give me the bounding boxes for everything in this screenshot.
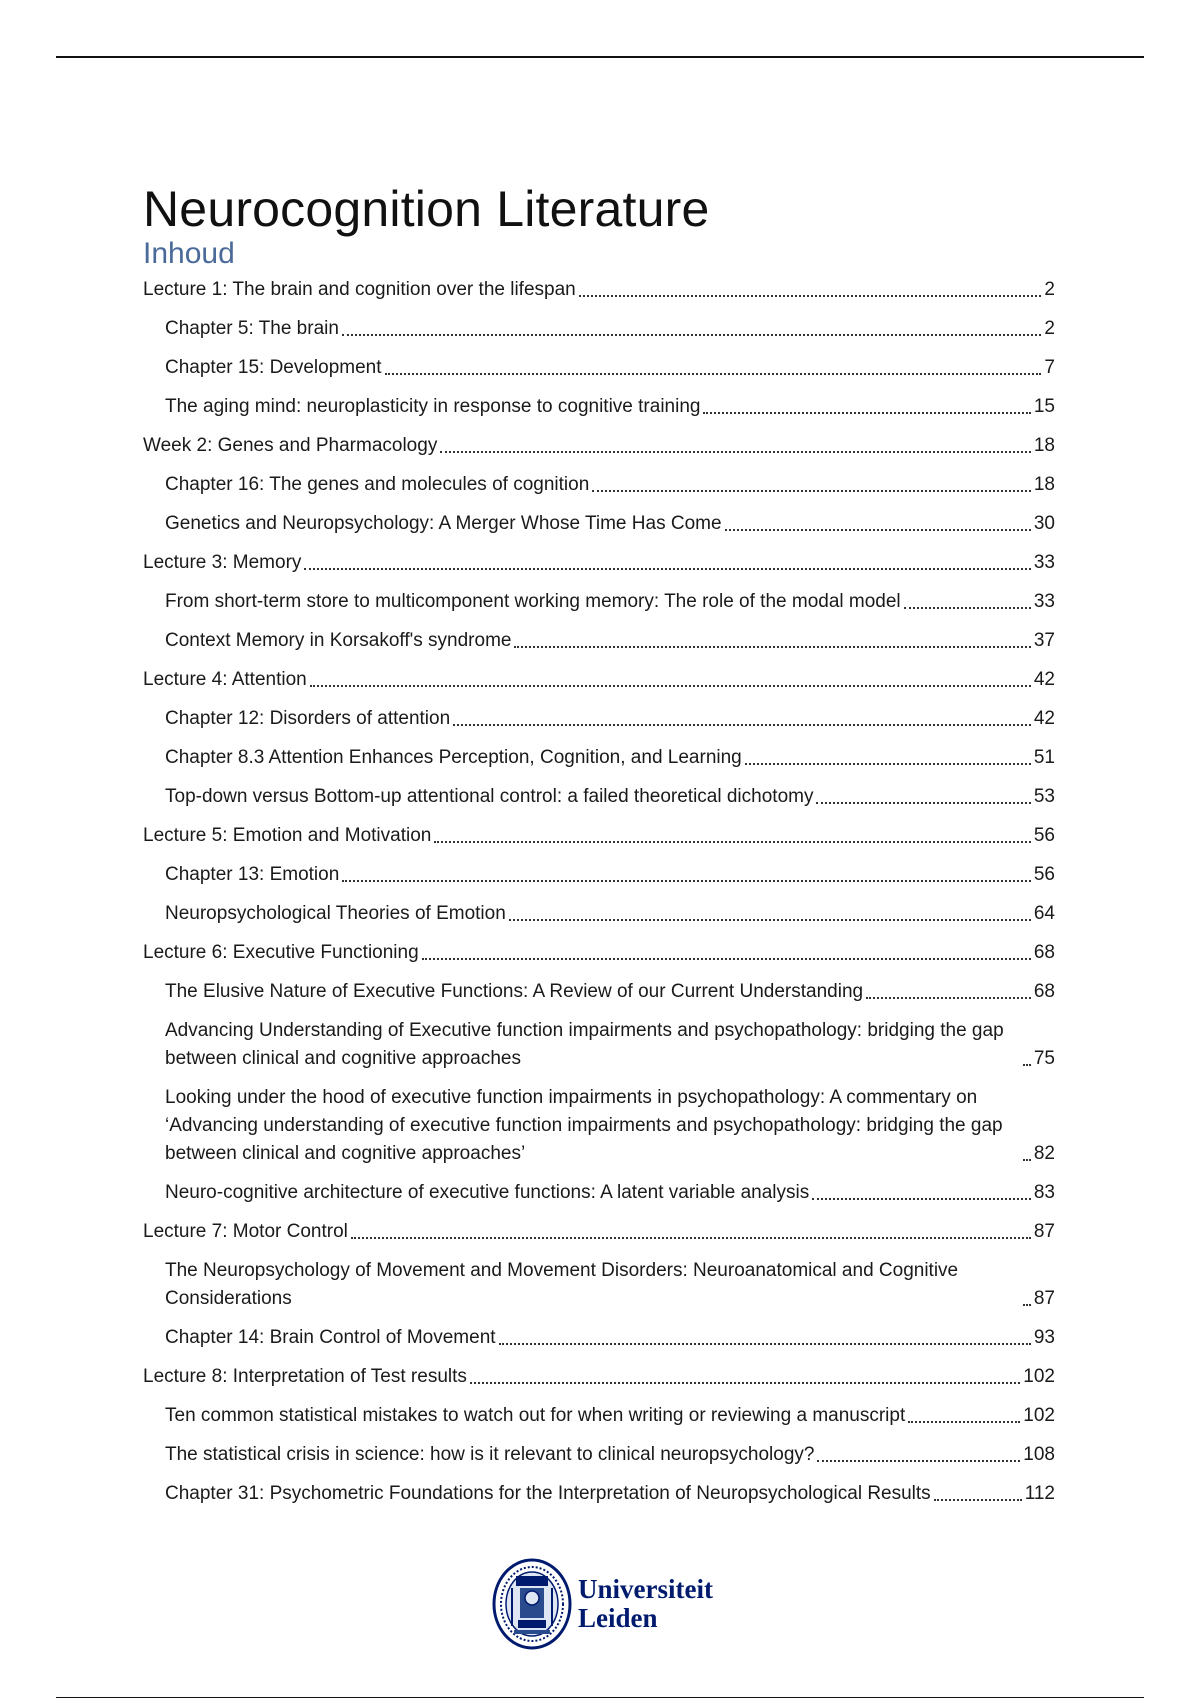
toc-entry-page: 108 — [1023, 1444, 1055, 1465]
toc-entry-page: 33 — [1033, 552, 1055, 573]
toc-entry-chapter[interactable] — [143, 393, 1055, 421]
toc-heading: Inhoud — [143, 237, 235, 270]
toc-entry-chapter[interactable] — [143, 1179, 1055, 1207]
toc-entry-label: Lecture 4: Attention — [143, 669, 307, 690]
toc-entry-page: 42 — [1033, 708, 1055, 729]
toc-entry-label: Chapter 16: The genes and molecules of cognition — [165, 474, 590, 495]
toc-entry-chapter[interactable] — [143, 354, 1055, 382]
toc-entry-page: 30 — [1033, 513, 1055, 534]
toc-entry-label: Genetics and Neuropsychology: A Merger Whose Time Has Come — [165, 513, 722, 534]
toc-entry-chapter[interactable] — [143, 900, 1055, 928]
toc-leader-dots — [866, 997, 1031, 999]
toc-leader-dots — [904, 607, 1031, 609]
bottom-rule — [56, 1697, 1144, 1698]
toc-leader-dots — [812, 1198, 1031, 1200]
toc-leader-dots — [351, 1237, 1031, 1239]
toc-entry-chapter[interactable] — [143, 471, 1055, 499]
toc-leader-dots — [1023, 1159, 1031, 1161]
toc-entry-label: Week 2: Genes and Pharmacology — [143, 435, 438, 456]
toc-entry-page: 53 — [1033, 786, 1055, 807]
toc-entry-label: Top-down versus Bottom-up attentional control: a failed theoretical dichotomy — [165, 786, 814, 807]
toc-entry-chapter[interactable] — [143, 1480, 1055, 1508]
university-logo — [492, 1558, 713, 1650]
toc-entry-chapter[interactable] — [143, 1257, 1055, 1313]
toc-leader-dots — [514, 646, 1030, 648]
toc-entry-page: 56 — [1033, 864, 1055, 885]
toc-entry-chapter[interactable] — [143, 1084, 1055, 1168]
toc-leader-dots — [470, 1382, 1020, 1384]
toc-leader-dots — [342, 334, 1041, 336]
toc-entry-page: 102 — [1023, 1366, 1055, 1387]
toc-entry-label: Chapter 14: Brain Control of Movement — [165, 1327, 496, 1348]
toc-entry-label: The Neuropsychology of Movement and Movement Disorders: Neuroanatomical and Cognitive Considerations — [165, 1260, 959, 1309]
toc-leader-dots — [817, 1460, 1020, 1462]
toc-entry-page: 93 — [1033, 1327, 1055, 1348]
toc-entry-chapter[interactable] — [143, 705, 1055, 733]
toc-entry-label: Advancing Understanding of Executive function impairments and psychopathology: bridging the gap between clinical and cognitive approaches — [165, 1020, 1004, 1069]
table-of-contents — [143, 276, 1055, 1519]
toc-entry-chapter[interactable] — [143, 1441, 1055, 1469]
toc-entry-label: Chapter 13: Emotion — [165, 864, 340, 885]
toc-entry-lecture[interactable] — [143, 666, 1055, 694]
toc-leader-dots — [908, 1421, 1020, 1423]
toc-entry-label: Chapter 12: Disorders of attention — [165, 708, 451, 729]
toc-entry-page: 2 — [1044, 318, 1055, 339]
toc-leader-dots — [434, 841, 1031, 843]
toc-entry-chapter[interactable] — [143, 315, 1055, 343]
toc-entry-chapter[interactable] — [143, 1402, 1055, 1430]
toc-entry-page: 87 — [1033, 1288, 1055, 1309]
toc-entry-lecture[interactable] — [143, 1218, 1055, 1246]
toc-leader-dots — [579, 295, 1042, 297]
toc-leader-dots — [499, 1343, 1031, 1345]
toc-entry-page: 68 — [1033, 942, 1055, 963]
toc-entry-page: 42 — [1033, 669, 1055, 690]
page-title: Neurocognition Literature — [143, 180, 710, 237]
toc-entry-label: Lecture 5: Emotion and Motivation — [143, 825, 432, 846]
toc-entry-page: 18 — [1033, 474, 1055, 495]
logo-line-2: Leiden — [578, 1603, 658, 1633]
toc-entry-page: 56 — [1033, 825, 1055, 846]
toc-leader-dots — [1023, 1064, 1031, 1066]
toc-leader-dots — [310, 685, 1031, 687]
toc-entry-label: Lecture 1: The brain and cognition over the lifespan — [143, 279, 576, 300]
toc-entry-chapter[interactable] — [143, 1324, 1055, 1352]
toc-entry-page: 87 — [1033, 1221, 1055, 1242]
toc-entry-page: 102 — [1023, 1405, 1055, 1426]
top-rule — [56, 56, 1144, 58]
toc-leader-dots — [745, 763, 1031, 765]
toc-entry-page: 75 — [1033, 1048, 1055, 1069]
toc-entry-page: 51 — [1033, 747, 1055, 768]
toc-entry-lecture[interactable] — [143, 822, 1055, 850]
toc-entry-label: The Elusive Nature of Executive Functions: A Review of our Current Understanding — [165, 981, 864, 1002]
toc-entry-label: Chapter 15: Development — [165, 357, 382, 378]
toc-leader-dots — [422, 958, 1031, 960]
toc-entry-label: Ten common statistical mistakes to watch out for when writing or reviewing a manuscript — [165, 1405, 906, 1426]
toc-entry-label: Lecture 6: Executive Functioning — [143, 942, 419, 963]
toc-entry-page: 112 — [1024, 1483, 1055, 1504]
toc-leader-dots — [509, 919, 1031, 921]
toc-entry-label: From short-term store to multicomponent working memory: The role of the modal model — [165, 591, 901, 612]
toc-leader-dots — [703, 412, 1030, 414]
toc-entry-lecture[interactable] — [143, 939, 1055, 967]
toc-entry-chapter[interactable] — [143, 588, 1055, 616]
toc-entry-page: 33 — [1033, 591, 1055, 612]
toc-entry-chapter[interactable] — [143, 744, 1055, 772]
toc-entry-page: 7 — [1044, 357, 1055, 378]
toc-leader-dots — [592, 490, 1031, 492]
toc-entry-chapter[interactable] — [143, 783, 1055, 811]
toc-leader-dots — [934, 1499, 1022, 1501]
toc-entry-page: 37 — [1033, 630, 1055, 651]
toc-entry-label: The aging mind: neuroplasticity in response to cognitive training — [165, 396, 701, 417]
toc-entry-label: Neuro-cognitive architecture of executive functions: A latent variable analysis — [165, 1182, 810, 1203]
toc-entry-label: Chapter 31: Psychometric Foundations for the Interpretation of Neuropsychological Results — [165, 1483, 931, 1504]
toc-entry-lecture[interactable] — [143, 549, 1055, 577]
toc-entry-label: Neuropsychological Theories of Emotion — [165, 903, 506, 924]
toc-leader-dots — [816, 802, 1030, 804]
toc-leader-dots — [304, 568, 1030, 570]
toc-entry-chapter[interactable] — [143, 627, 1055, 655]
toc-entry-lecture[interactable] — [143, 432, 1055, 460]
toc-entry-label: Lecture 8: Interpretation of Test results — [143, 1366, 467, 1387]
toc-entry-page: 2 — [1044, 279, 1055, 300]
toc-leader-dots — [1023, 1304, 1031, 1306]
toc-entry-page: 68 — [1033, 981, 1055, 1002]
toc-entry-chapter[interactable] — [143, 861, 1055, 889]
university-seal-icon — [492, 1558, 572, 1650]
toc-entry-label: Chapter 8.3 Attention Enhances Perception, Cognition, and Learning — [165, 747, 742, 768]
toc-leader-dots — [440, 451, 1031, 453]
toc-entry-label: Chapter 5: The brain — [165, 318, 339, 339]
toc-entry-page: 18 — [1033, 435, 1055, 456]
toc-entry-page: 15 — [1033, 396, 1055, 417]
toc-entry-lecture[interactable] — [143, 276, 1055, 304]
logo-line-1: Universiteit — [578, 1574, 713, 1604]
toc-entry-label: The statistical crisis in science: how is it relevant to clinical neuropsychology? — [165, 1444, 815, 1465]
toc-entry-label: Context Memory in Korsakoff's syndrome — [165, 630, 512, 651]
toc-entry-page: 64 — [1033, 903, 1055, 924]
toc-entry-chapter[interactable] — [143, 978, 1055, 1006]
toc-entry-chapter[interactable] — [143, 1017, 1055, 1073]
toc-entry-page: 82 — [1033, 1143, 1055, 1164]
toc-leader-dots — [453, 724, 1031, 726]
toc-entry-label: Looking under the hood of executive function impairments in psychopathology: A commentary on ‘Advancing understanding of executive function impairments and psychopathology: bridging the gap between clinical and cognitive approaches’ — [165, 1087, 1003, 1164]
toc-leader-dots — [725, 529, 1031, 531]
toc-leader-dots — [342, 880, 1031, 882]
toc-leader-dots — [385, 373, 1042, 375]
toc-entry-chapter[interactable] — [143, 510, 1055, 538]
toc-entry-page: 83 — [1033, 1182, 1055, 1203]
toc-entry-label: Lecture 3: Memory — [143, 552, 302, 573]
toc-entry-lecture[interactable] — [143, 1363, 1055, 1391]
toc-entry-label: Lecture 7: Motor Control — [143, 1221, 348, 1242]
